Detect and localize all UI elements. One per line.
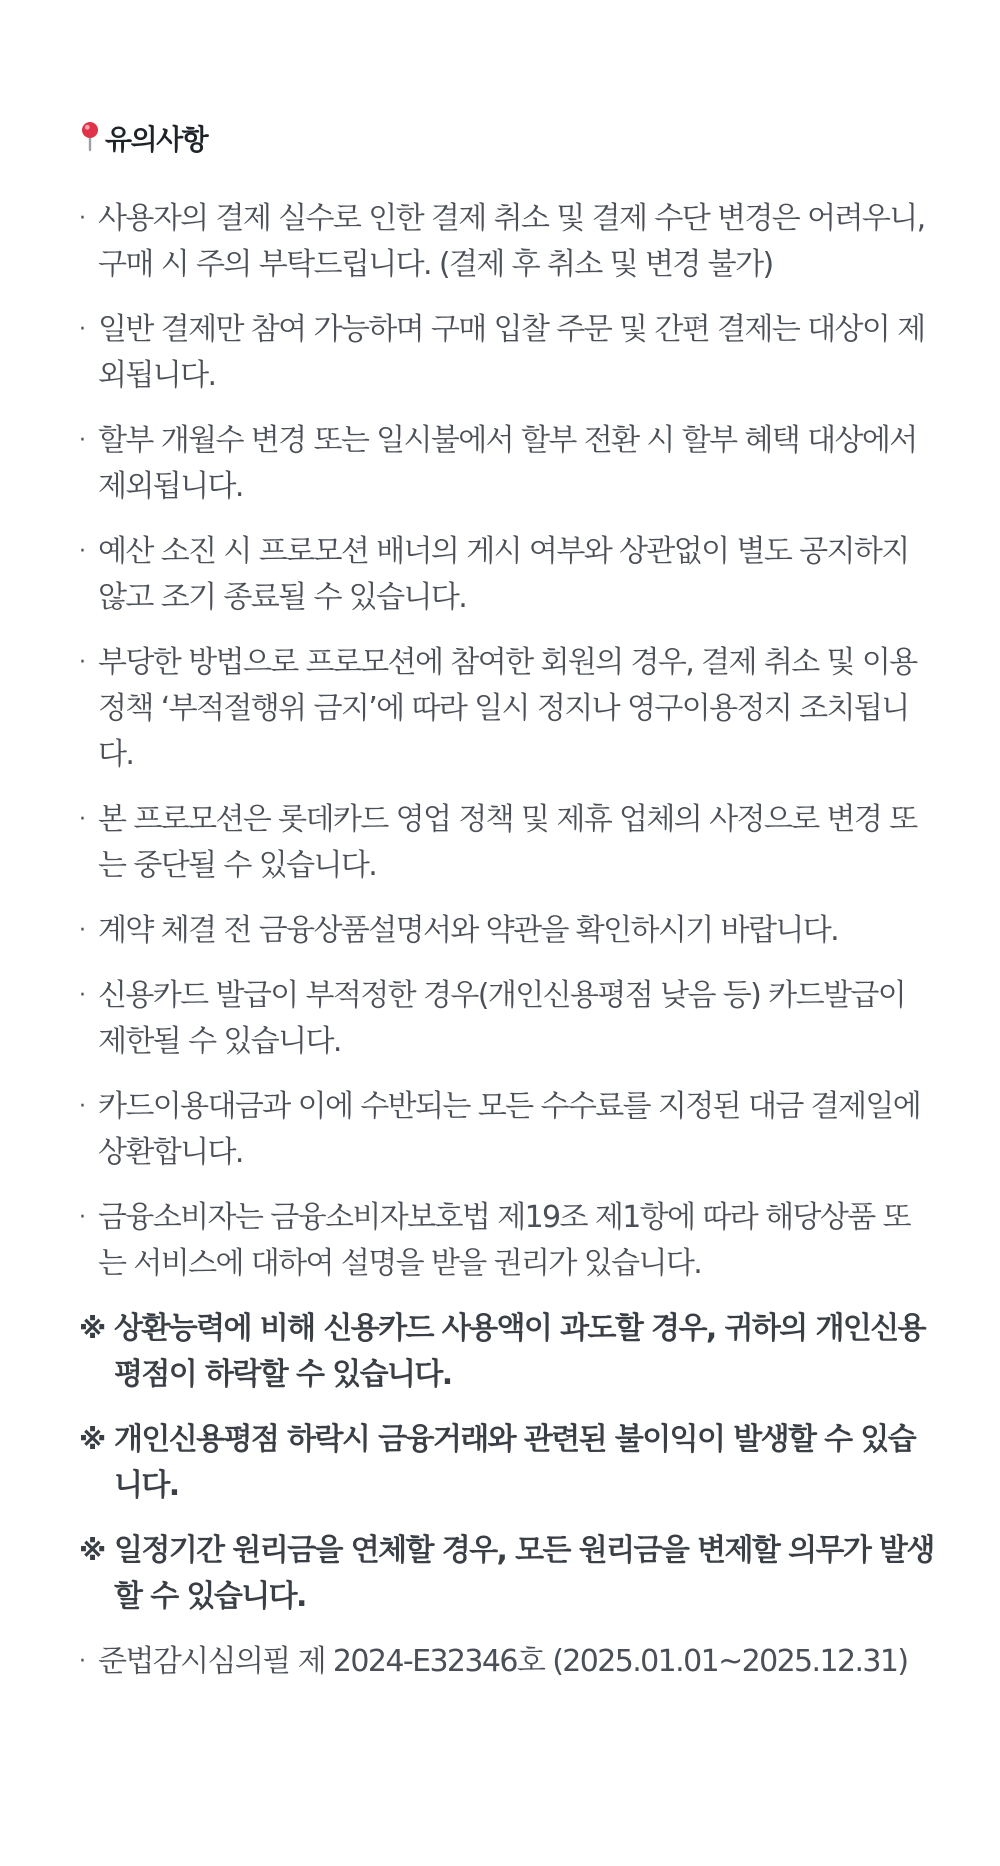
bullet-marker: ·	[79, 539, 85, 564]
notice-list	[79, 196, 934, 1685]
bullet-marker: ·	[79, 1094, 85, 1119]
notice-item	[79, 418, 934, 510]
notice-item-text: 본 프로모션은 롯데카드 영업 정책 및 제휴 업체의 사정으로 변경 또는 중단될 수 있습니다.	[98, 802, 917, 883]
bullet-marker: ·	[79, 807, 85, 832]
notice-item-text: 카드이용대금과 이에 수반되는 모든 수수료를 지정된 대금 결제일에 상환합니다.	[98, 1089, 921, 1170]
warning-item	[79, 1306, 934, 1398]
bullet-marker: ·	[79, 918, 85, 943]
notice-item-text: 사용자의 결제 실수로 인한 결제 취소 및 결제 수단 변경은 어려우니, 구매 시 주의 부탁드립니다. (결제 후 취소 및 변경 불가)	[98, 201, 925, 282]
notice-item-text: 금융소비자는 금융소비자보호법 제19조 제1항에 따라 해당상품 또는 서비스에 대하여 설명을 받을 권리가 있습니다.	[98, 1200, 910, 1281]
notice-item-text: 부당한 방법으로 프로모션에 참여한 회원의 경우, 결제 취소 및 이용정책 ‘부적절행위 금지’에 따라 일시 정지나 영구이용정지 조치됩니다.	[98, 645, 917, 772]
compliance-number	[79, 1639, 934, 1685]
warning-item	[79, 1417, 934, 1509]
notice-item-text: 할부 개월수 변경 또는 일시불에서 할부 전환 시 할부 혜택 대상에서 제외됩니다.	[98, 423, 917, 504]
notice-header	[79, 118, 934, 158]
notice-item	[79, 1195, 934, 1287]
warning-item-text: 개인신용평점 하락시 금융거래와 관련된 불이익이 발생할 수 있습니다.	[114, 1422, 916, 1503]
compliance-number-text: 준법감시심의필 제 2024-E32346호 (2025.01.01~2025.12.31)	[98, 1644, 908, 1679]
pin-icon	[79, 120, 101, 152]
bullet-marker: ·	[79, 206, 85, 231]
notice-item-text: 예산 소진 시 프로모션 배너의 게시 여부와 상관없이 별도 공지하지 않고 조기 종료될 수 있습니다.	[98, 534, 909, 615]
warning-item	[79, 1528, 934, 1620]
bullet-marker: ·	[79, 650, 85, 675]
notice-item-text: 신용카드 발급이 부적정한 경우(개인신용평점 낮음 등) 카드발급이 제한될 수 있습니다.	[98, 978, 906, 1059]
reference-mark: ※	[79, 1423, 105, 1456]
warning-item-text: 상환능력에 비해 신용카드 사용액이 과도할 경우, 귀하의 개인신용평점이 하락할 수 있습니다.	[114, 1311, 925, 1392]
notice-item	[79, 973, 934, 1065]
notice-item	[79, 908, 934, 954]
reference-mark: ※	[79, 1534, 105, 1567]
bullet-marker: ·	[79, 983, 85, 1008]
notice-item	[79, 1084, 934, 1176]
notice-item	[79, 307, 934, 399]
notice-title: 유의사항	[105, 123, 208, 156]
notice-item	[79, 797, 934, 889]
notice-item-text: 일반 결제만 참여 가능하며 구매 입찰 주문 및 간편 결제는 대상이 제외됩니다.	[98, 312, 925, 393]
reference-mark: ※	[79, 1312, 105, 1345]
bullet-marker: ·	[79, 317, 85, 342]
bullet-marker: ·	[79, 428, 85, 453]
notice-item	[79, 196, 934, 288]
warning-item-text: 일정기간 원리금을 연체할 경우, 모든 원리금을 변제할 의무가 발생할 수 있습니다.	[114, 1533, 934, 1614]
notice-item-text: 계약 체결 전 금융상품설명서와 약관을 확인하시기 바랍니다.	[98, 913, 839, 948]
notice-item	[79, 529, 934, 621]
notice-item	[79, 640, 934, 778]
bullet-marker: ·	[79, 1649, 85, 1674]
notice-section	[79, 118, 934, 1685]
bullet-marker: ·	[79, 1205, 85, 1230]
